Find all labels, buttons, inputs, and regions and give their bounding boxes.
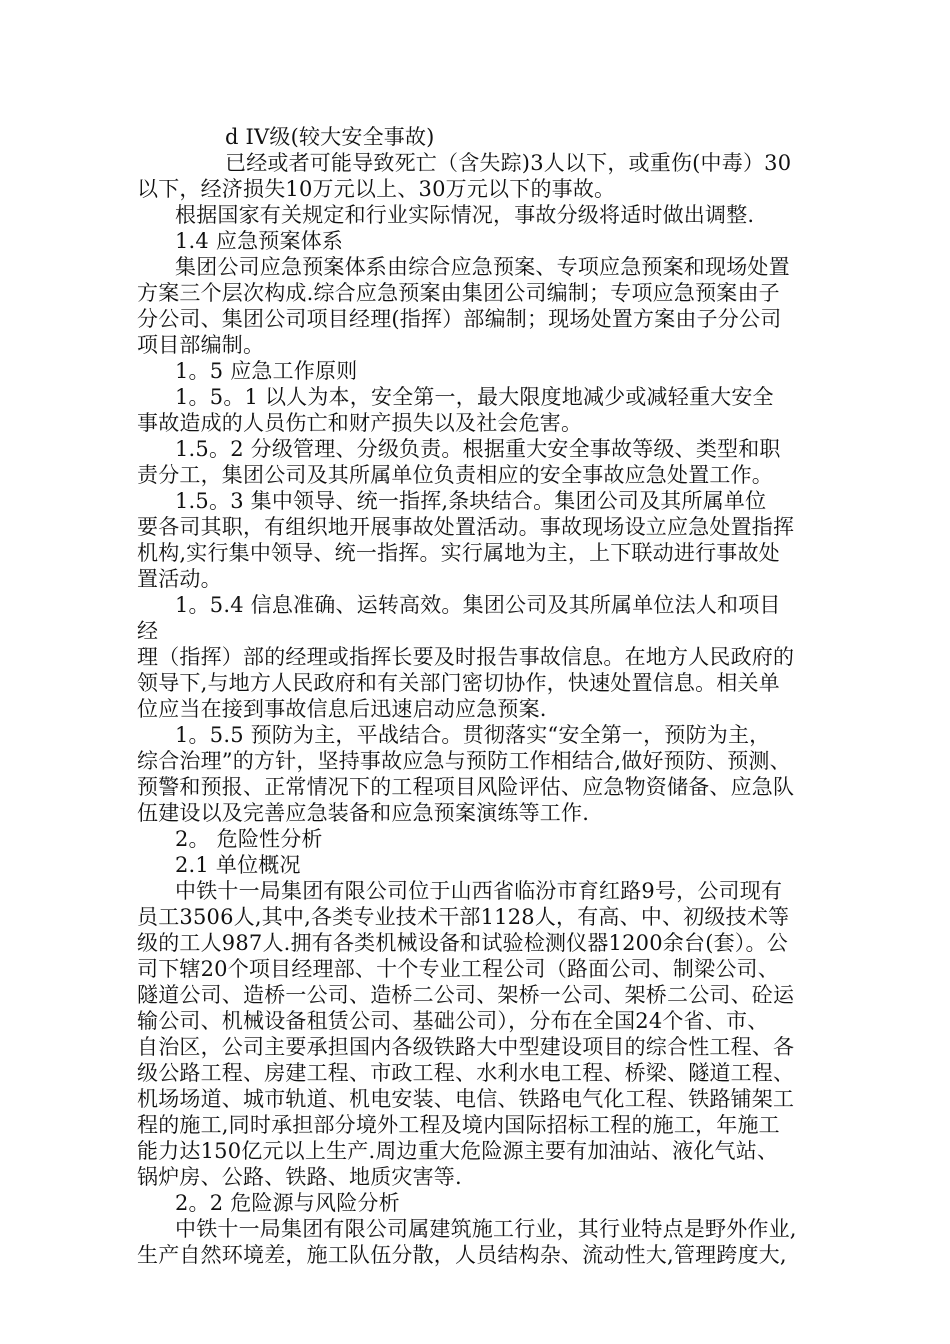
paragraph-line: 中铁十一局集团有限公司位于山西省临汾市育红路9号，公司现有: [175, 879, 783, 903]
paragraph-line: 分公司、集团公司项目经理(指挥）部编制；现场处置方案由子分公司: [137, 307, 782, 331]
paragraph-line: 事故造成的人员伤亡和财产损失以及社会危害。: [137, 411, 583, 435]
paragraph-line: 员工3506人,其中,各类专业技术干部1128人，有高、中、初级技术等: [137, 905, 790, 929]
paragraph-line: 综合治理”的方针，坚持事故应急与预防工作相结合,做好预防、预测、: [137, 749, 791, 773]
paragraph-line: 1.5。2 分级管理、分级负责。根据重大安全事故等级、类型和职: [175, 437, 781, 461]
paragraph-line: 领导下,与地方人民政府和有关部门密切协作，快速处置信息。相关单: [137, 671, 780, 695]
paragraph-line: 锅炉房、公路、铁路、地质灾害等.: [137, 1165, 462, 1189]
paragraph-line: 要各司其职，有组织地开展事故处置活动。事故现场设立应急处置指挥: [137, 515, 795, 539]
paragraph-line: 1。5。1 以人为本，安全第一，最大限度地减少或减轻重大安全: [175, 385, 774, 409]
section-heading-2-2: 2。2 危险源与风险分析: [175, 1191, 400, 1215]
section-heading-1-4: 1.4 应急预案体系: [175, 229, 344, 253]
paragraph-line: 生产自然环境差，施工队伍分散，人员结构杂、流动性大,管理跨度大,: [137, 1243, 787, 1267]
paragraph-line: 1。5.5 预防为主，平战结合。贯彻落实“安全第一，预防为主，: [175, 723, 771, 747]
paragraph-line: 机场场道、城市轨道、机电安装、电信、铁路电气化工程、铁路铺架工: [137, 1087, 795, 1111]
section-heading-2-1: 2.1 单位概况: [175, 853, 301, 877]
paragraph-line: 输公司、机械设备租赁公司、基础公司），分布在全国24个省、市、: [137, 1009, 769, 1033]
paragraph-line: 能力达150亿元以上生产.周边重大危险源主要有加油站、液化气站、: [137, 1139, 779, 1163]
paragraph-line: 以下，经济损失10万元以上、30万元以下的事故。: [137, 177, 616, 201]
paragraph-line: 1。5.4 信息准确、运转高效。集团公司及其所属单位法人和项目: [175, 593, 781, 617]
paragraph-line: 自治区，公司主要承担国内各级铁路大中型建设项目的综合性工程、各: [137, 1035, 795, 1059]
paragraph-line: 程的施工,同时承担部分境外工程及境内国际招标工程的施工，年施工: [137, 1113, 780, 1137]
paragraph-line: 司下辖20个项目经理部、十个专业工程公司（路面公司、制梁公司、: [137, 957, 779, 981]
paragraph-line: 经: [137, 619, 159, 643]
paragraph-line: 已经或者可能导致死亡（含失踪)3人以下，或重伤(中毒）30: [225, 151, 792, 175]
paragraph-line: 理（指挥）部的经理或指挥长要及时报告事故信息。在地方人民政府的: [137, 645, 795, 669]
paragraph-line: 项目部编制。: [137, 333, 265, 357]
section-heading-2: 2。 危险性分析: [175, 827, 323, 851]
paragraph-line: 置活动。: [137, 567, 222, 591]
heading-level-iv: d IV级(较大安全事故): [225, 125, 435, 149]
paragraph-line: 预警和预报、正常情况下的工程项目风险评估、应急物资储备、应急队: [137, 775, 795, 799]
paragraph-line: 伍建设以及完善应急装备和应急预案演练等工作.: [137, 801, 590, 825]
paragraph-line: 级公路工程、房建工程、市政工程、水利水电工程、桥梁、隧道工程、: [137, 1061, 795, 1085]
paragraph-line: 集团公司应急预案体系由综合应急预案、专项应急预案和现场处置: [175, 255, 790, 279]
paragraph-line: 隧道公司、造桥一公司、造桥二公司、架桥一公司、架桥二公司、砼运: [137, 983, 795, 1007]
paragraph-line: 级的工人987人.拥有各类机械设备和试验检测仪器1200余台(套）。公: [137, 931, 788, 955]
paragraph-line: 根据国家有关规定和行业实际情况，事故分级将适时做出调整.: [175, 203, 755, 227]
paragraph-line: 1.5。3 集中领导、统一指挥,条块结合。集团公司及其所属单位: [175, 489, 767, 513]
paragraph-line: 位应当在接到事故信息后迅速启动应急预案.: [137, 697, 547, 721]
paragraph-line: 机构,实行集中领导、统一指挥。实行属地为主，上下联动进行事故处: [137, 541, 780, 565]
paragraph-line: 方案三个层次构成.综合应急预案由集团公司编制；专项应急预案由子: [137, 281, 780, 305]
section-heading-1-5: 1。5 应急工作原则: [175, 359, 358, 383]
paragraph-line: 中铁十一局集团有限公司属建筑施工行业，其行业特点是野外作业,: [175, 1217, 797, 1241]
paragraph-line: 责分工，集团公司及其所属单位负责相应的安全事故应急处置工作。: [137, 463, 773, 487]
